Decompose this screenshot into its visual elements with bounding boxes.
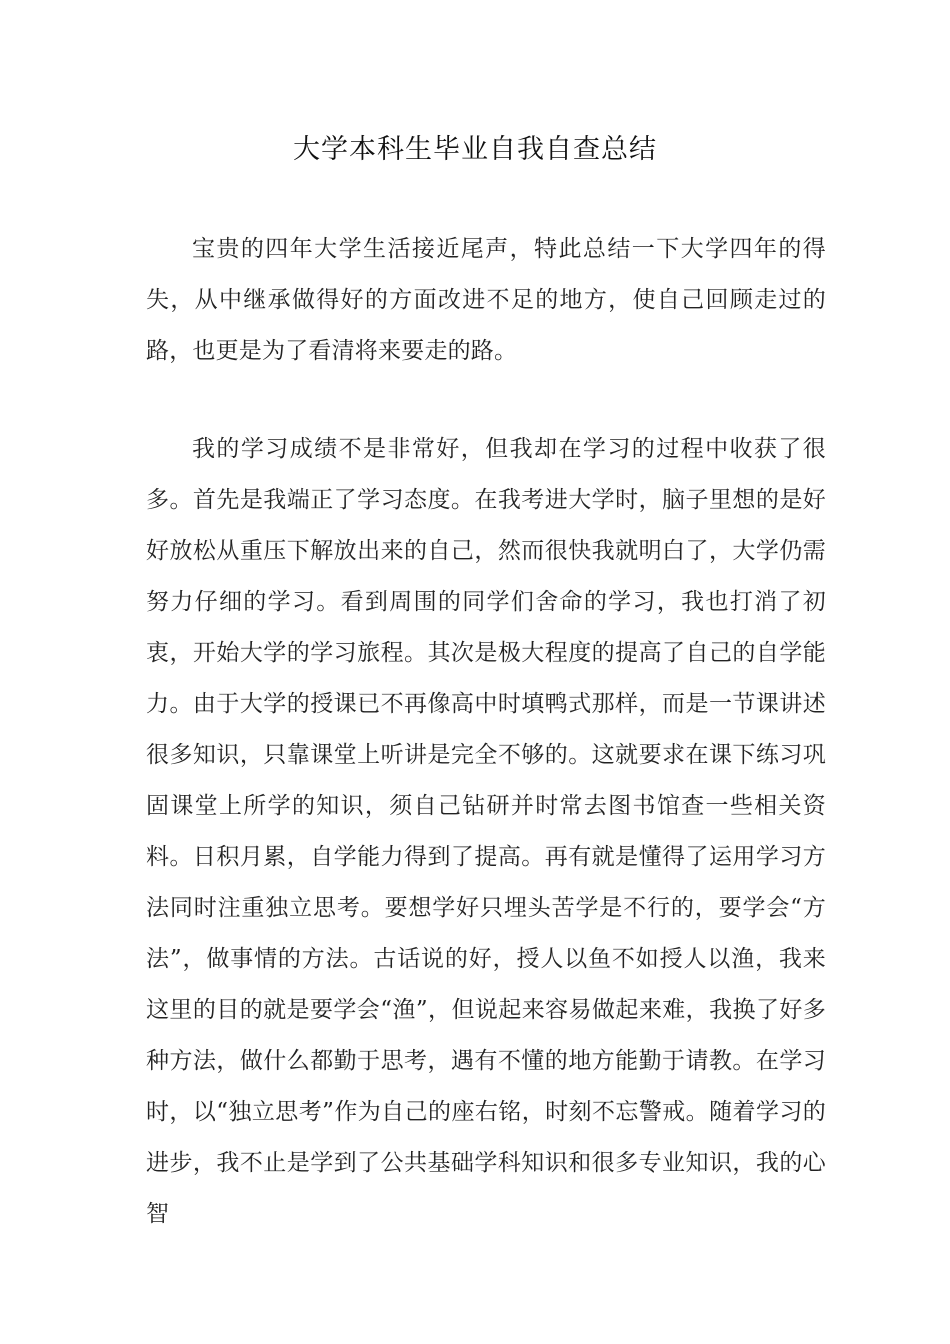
paragraph-intro: 宝贵的四年大学生活接近尾声，特此总结一下大学四年的得失，从中继承做得好的方面改进不足的地方，使自己回顾走过的路，也更是为了看清将来要走的路。: [146, 236, 826, 364]
document-title: 大学本科生毕业自我自查总结: [293, 134, 657, 165]
paragraph-study: 我的学习成绩不是非常好，但我却在学习的过程中收获了很多。首先是我端正了学习态度。在我考进大学时，脑子里想的是好好放松从重压下解放出来的自己，然而很快我就明白了，大学仍需努力仔细的学习。看到周围的同学们舍命的学习，我也打消了初衷，开始大学的学习旅程。其次是极大程度的提高了自己的自学能力。由于大学的授课已不再像高中时填鸭式那样，而是一节课讲述很多知识，只靠课堂上听讲是完全不够的。这就要求在课下练习巩固课堂上所学的知识，须自己钻研并时常去图书馆查一些相关资料。日积月累，自学能力得到了提高。再有就是懂得了运用学习方法同时注重独立思考。要想学好只埋头苦学是不行的，要学会“方法”，做事情的方法。古话说的好，授人以鱼不如授人以渔，我来这里的目的就是要学会“渔”，但说起来容易做起来难，我换了好多种方法，做什么都勤于思考，遇有不懂的地方能勤于请教。在学习时，以“独立思考”作为自己的座右铭，时刻不忘警戒。随着学习的进步，我不止是学到了公共基础学科知识和很多专业知识，我的心智: [146, 436, 826, 1227]
